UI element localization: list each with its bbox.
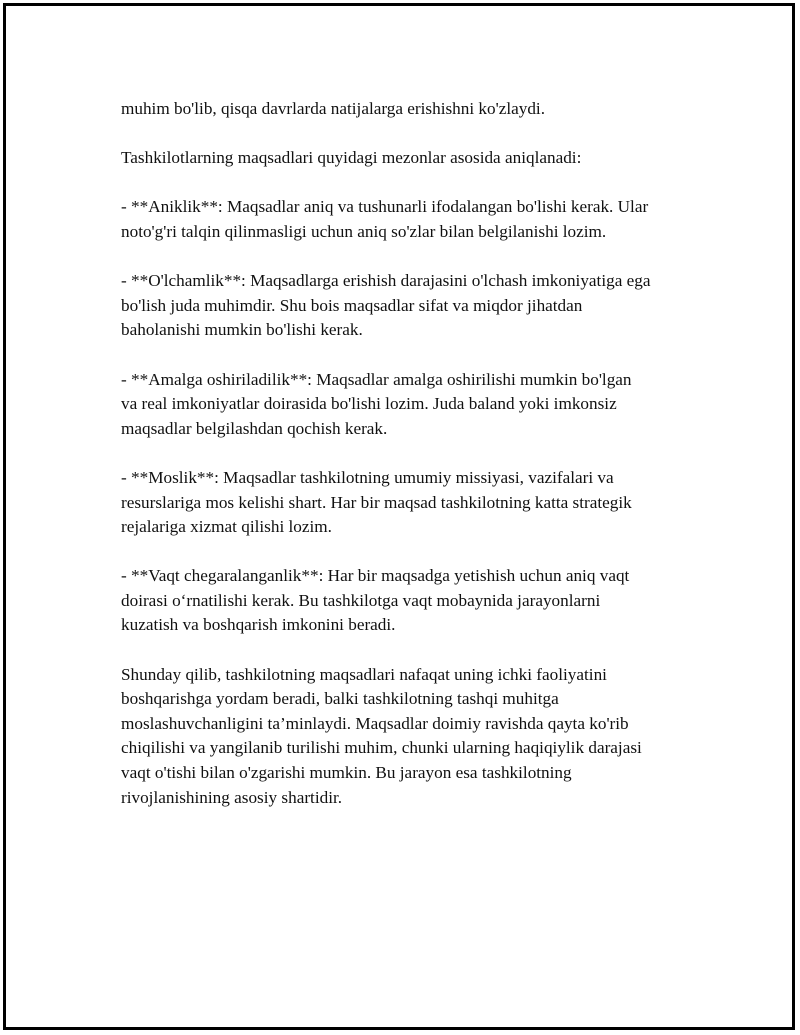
text-line: bo'lish juda muhimdir. Shu bois maqsadlar sifat va miqdor jihatdan (121, 295, 583, 315)
paragraph-moslik (121, 466, 721, 540)
text-line: vaqt o'tishi bilan o'zgarishi mumkin. Bu jarayon esa tashkilotning (121, 763, 572, 783)
page (3, 3, 795, 1030)
text-line: baholanishi mumkin bo'lishi kerak. (121, 320, 363, 340)
text-line: - **Moslik**: Maqsadlar tashkilotning umumiy missiyasi, vazifalari va (121, 467, 614, 487)
text-line: - **O'lchamlik**: Maqsadlarga erishish darajasini o'lchash imkoniyatiga ega (121, 271, 651, 291)
text-line: kuzatish va boshqarish imkonini beradi. (121, 615, 396, 635)
text-line: - **Aniklik**: Maqsadlar aniq va tushunarli ifodalangan bo'lishi kerak. Ular (121, 197, 649, 217)
text-line: - **Amalga oshiriladilik**: Maqsadlar amalga oshirilishi mumkin bo'lgan (121, 369, 632, 389)
paragraph-conclusion (121, 663, 721, 811)
text-line: - **Vaqt chegaralanganlik**: Har bir maqsadga yetishish uchun aniq vaqt (121, 566, 630, 586)
text-line: boshqarishga yordam beradi, balki tashkilotning tashqi muhitga (121, 689, 559, 709)
text-line: maqsadlar belgilashdan qochish kerak. (121, 418, 388, 438)
text-line: muhim bo'lib, qisqa davrlarda natijalarga erishishni ko'zlaydi. (121, 99, 546, 118)
text-line: Shunday qilib, tashkilotning maqsadlari nafaqat uning ichki faoliyatini (121, 664, 607, 684)
text-line: rejalariga xizmat qilishi lozim. (121, 517, 332, 537)
text-line: moslashuvchanligini ta’minlaydi. Maqsadlar doimiy ravishda qayta ko'rib (121, 713, 629, 733)
text-line: va real imkoniyatlar doirasida bo'lishi lozim. Juda baland yoki imkonsiz (121, 394, 617, 414)
text-line: rivojlanishining asosiy shartidir. (121, 787, 343, 807)
paragraph-amalga-oshiriladilik (121, 368, 721, 442)
text-line: doirasi o‘rnatilishi kerak. Bu tashkilotga vaqt mobaynida jarayonlarni (121, 590, 601, 610)
paragraph-intro-tail (121, 97, 721, 122)
text-line: noto'g'ri talqin qilinmasligi uchun aniq so'zlar bilan belgilanishi lozim. (121, 221, 607, 241)
paragraph-vaqt-chegaralanganlik (121, 564, 721, 638)
paragraph-aniqlik (121, 195, 721, 244)
paragraph-criteria-intro (121, 146, 721, 171)
text-line: resurslariga mos kelishi shart. Har bir maqsad tashkilotning katta strategik (121, 492, 632, 512)
text-line: Tashkilotlarning maqsadlari quyidagi mezonlar asosida aniqlanadi: (121, 148, 582, 168)
document-body (121, 97, 721, 835)
paragraph-olchamlik (121, 269, 721, 343)
text-line: chiqilishi va yangilanib turilishi muhim, chunki ularning haqiqiylik darajasi (121, 738, 642, 758)
